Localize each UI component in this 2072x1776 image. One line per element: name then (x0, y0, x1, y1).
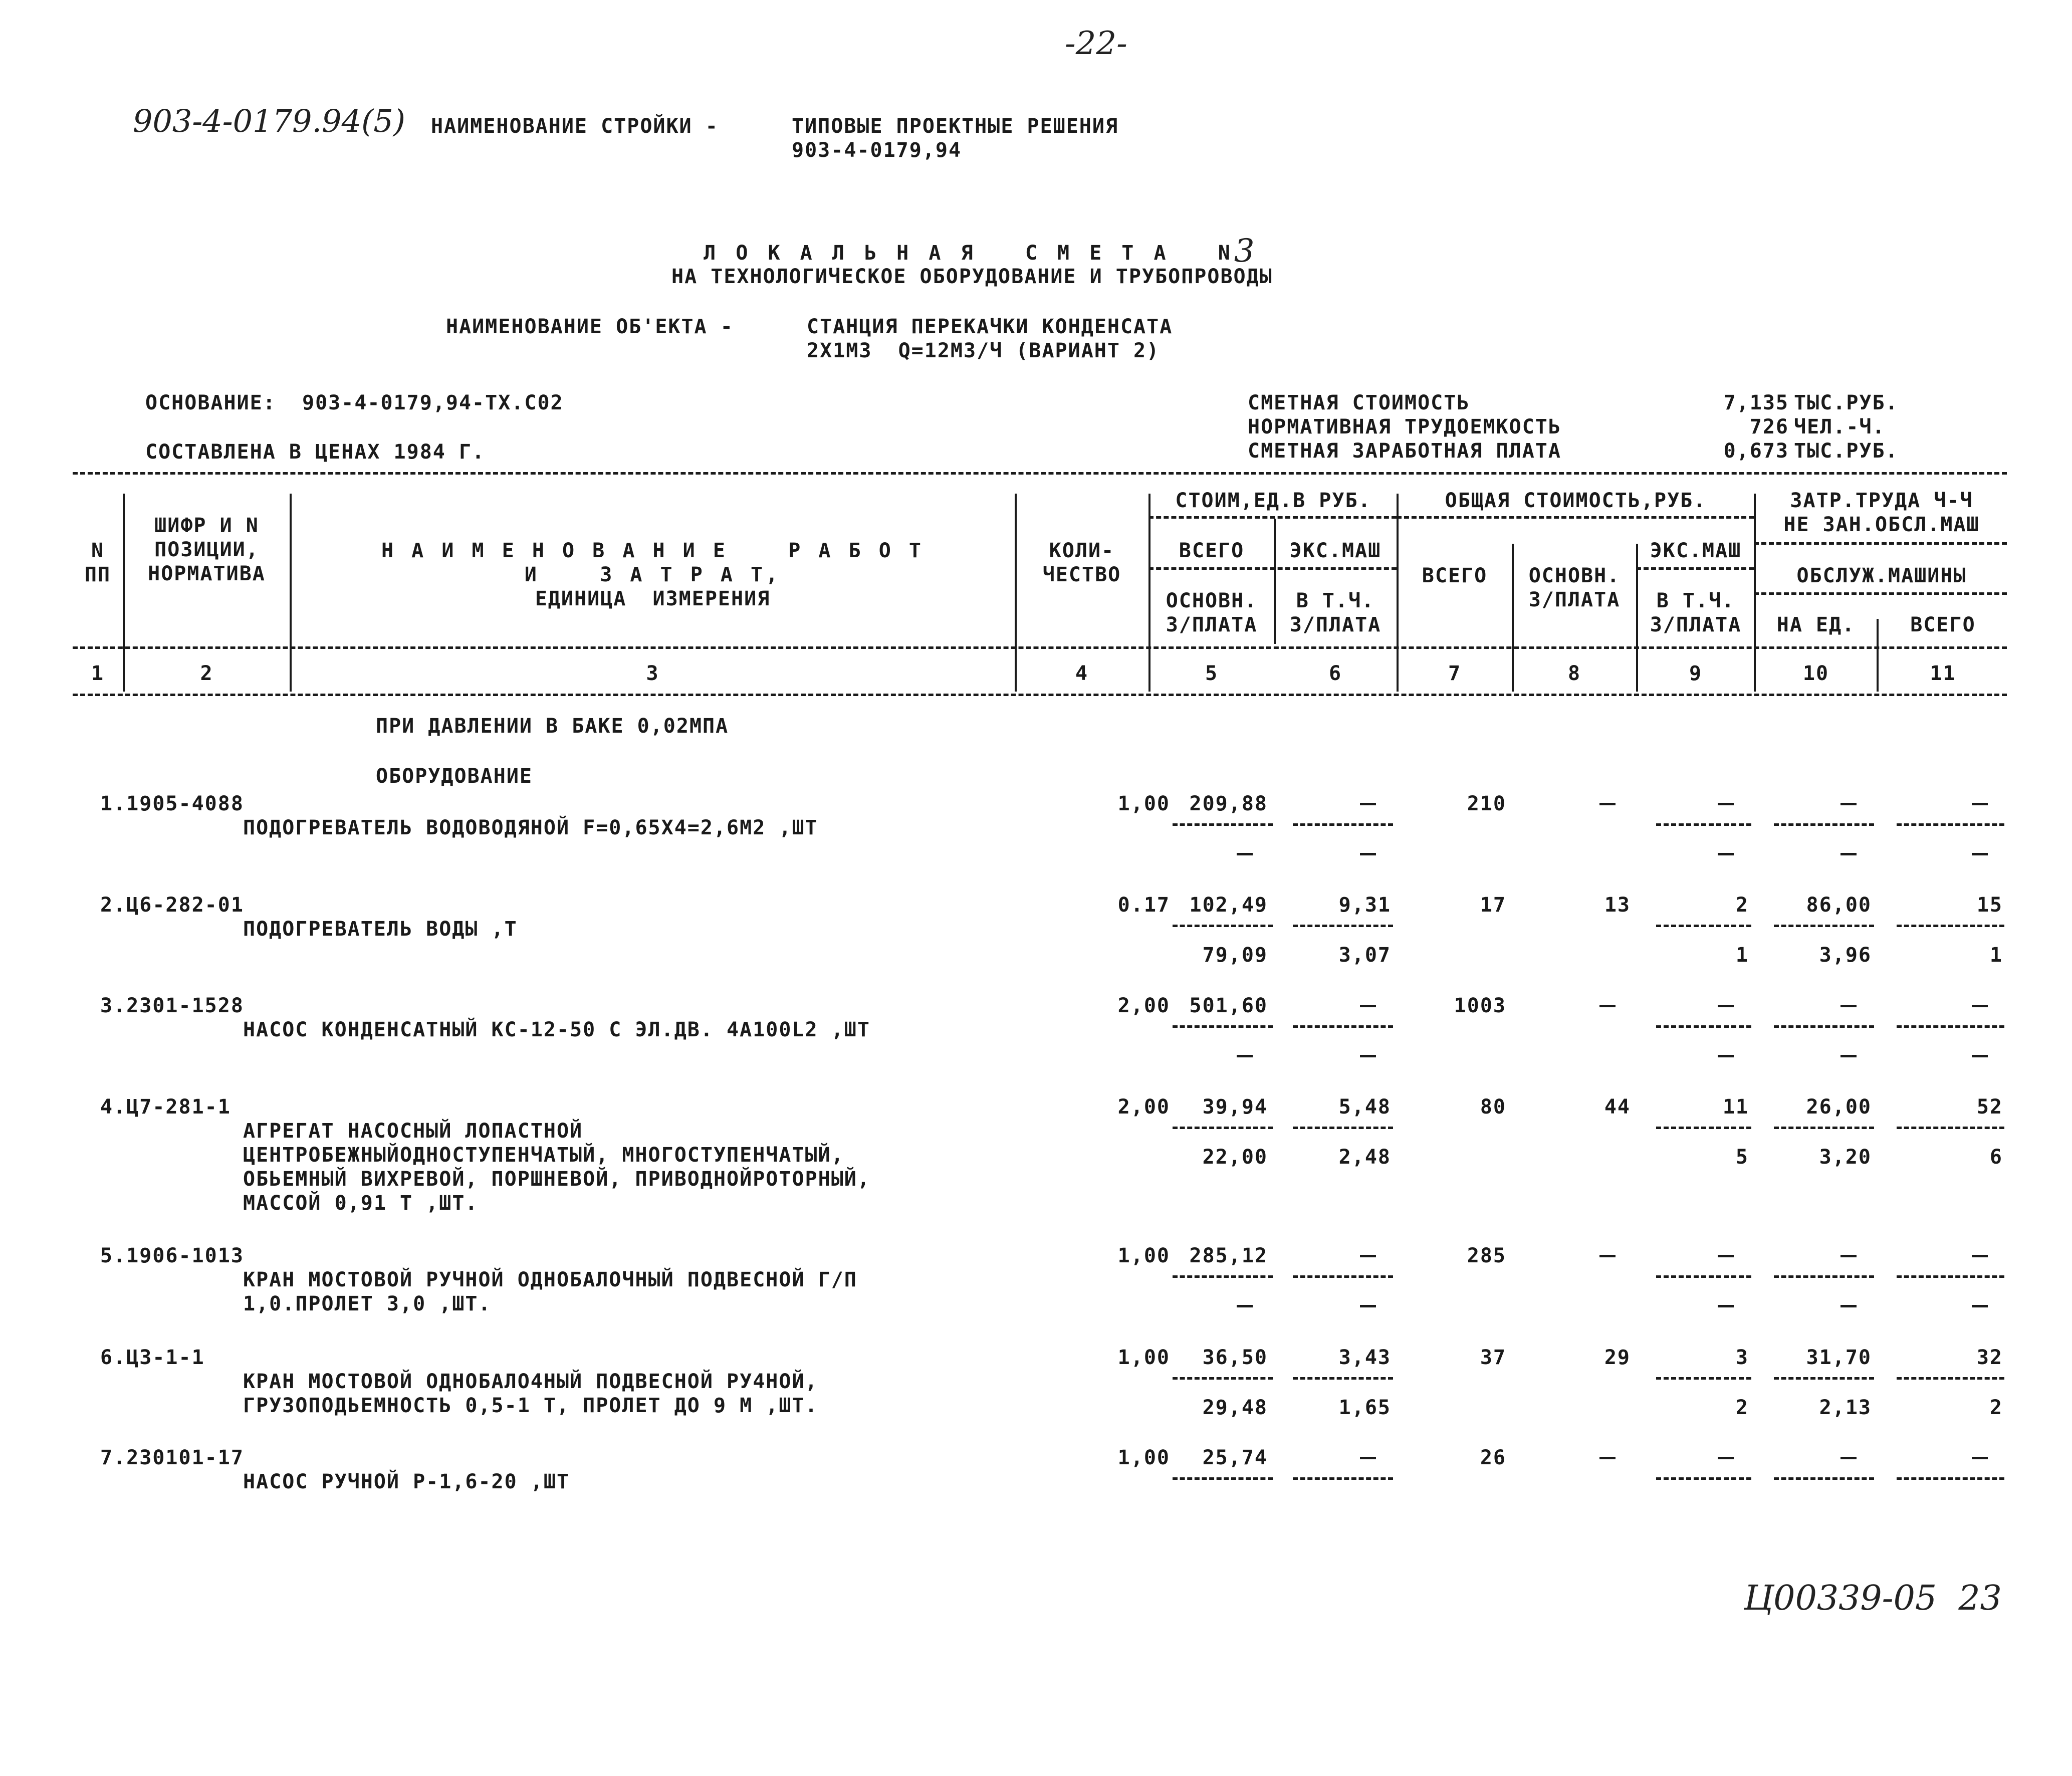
row-rule (1293, 1477, 1393, 1480)
subheader-rule (1754, 592, 2007, 595)
smeta-subject: НА ТЕХНОЛОГИЧЕСКОЕ ОБОРУДОВАНИЕ И ТРУБОПРОВОДЫ (671, 265, 1273, 288)
subheader-rule (1754, 542, 2007, 545)
row-description: ГРУЗОПОДЬЕМНОСТЬ 0,5-1 Т, ПРОЛЕТ ДО 9 М ,ШТ. (243, 1394, 818, 1417)
row-c11-empty (1972, 1255, 1988, 1257)
row-c5: 209,88 (1189, 792, 1268, 815)
row-c11: 52 (1976, 1095, 2003, 1119)
row-c10-empty (1840, 1457, 1857, 1459)
row-rule (1293, 1275, 1393, 1278)
row-c10: 26,00 (1806, 1095, 1872, 1119)
row-rule (1897, 1477, 2004, 1480)
header-c3: Н А И М Е Н О В А Н И Е Р А Б О Т (381, 539, 924, 562)
row-c6b: 3,07 (1338, 944, 1391, 967)
col-divider (123, 494, 125, 692)
row-c5: 285,12 (1189, 1244, 1268, 1267)
col-divider (1148, 494, 1150, 692)
row-c9: 2 (1735, 894, 1749, 917)
col-divider (290, 494, 292, 692)
summary-value: 7,135 (1723, 391, 1789, 414)
row-c9b-empty (1718, 853, 1734, 855)
row-code: 4.Ц7-281-1 (100, 1095, 231, 1119)
row-c6: 5,48 (1338, 1095, 1391, 1119)
header-c4: КОЛИ- (1049, 539, 1115, 562)
header-c5: З/ПЛАТА (1166, 613, 1258, 636)
row-c11: 15 (1976, 894, 2003, 917)
row-rule (1293, 1025, 1393, 1028)
row-rule (1173, 925, 1273, 927)
row-rule (1656, 1477, 1751, 1480)
col-number: 9 (1689, 662, 1703, 685)
col-divider (1877, 619, 1879, 692)
row-rule (1774, 1477, 1874, 1480)
header-g56: СТОИМ,ЕД.В РУБ. (1175, 489, 1371, 512)
row-c6-empty (1360, 1005, 1376, 1007)
header-c5: ОСНОВН. (1166, 589, 1258, 612)
col-number: 6 (1328, 662, 1342, 685)
row-c9-empty (1718, 1457, 1734, 1459)
col-number: 10 (1802, 662, 1829, 685)
row-code: 3.2301-1528 (100, 994, 244, 1017)
row-rule (1293, 1127, 1393, 1129)
stroyka-value-2: 903-4-0179,94 (792, 139, 962, 162)
row-description: КРАН МОСТОВОЙ РУЧНОЙ ОДНОБАЛОЧНЫЙ ПОДВЕСНОЙ Г/П (243, 1268, 857, 1291)
row-c8-empty (1599, 1005, 1616, 1007)
subheader-rule (1397, 516, 1754, 519)
header-c3: И З А Т Р А Т, (524, 563, 781, 586)
row-rule (1293, 823, 1393, 826)
sostavlena: СОСТАВЛЕНА В ЦЕНАХ 1984 Г. (145, 440, 486, 464)
row-quantity: 1,00 (1117, 1446, 1170, 1469)
row-c10: 86,00 (1806, 894, 1872, 917)
row-c9: 3 (1735, 1346, 1749, 1369)
header-c9: В Т.Ч. (1656, 589, 1735, 612)
row-rule (1774, 1127, 1874, 1129)
row-c10-empty (1840, 1255, 1857, 1257)
row-rule (1173, 1025, 1273, 1028)
col-number: 1 (91, 662, 105, 685)
row-c8-empty (1599, 1255, 1616, 1257)
row-c6-empty (1360, 1457, 1376, 1459)
osnovanie: ОСНОВАНИЕ: 903-4-0179,94-TX.C02 (145, 391, 564, 414)
row-rule (1173, 1377, 1273, 1380)
row-quantity: 1,00 (1117, 792, 1170, 815)
row-c8: 29 (1604, 1346, 1631, 1369)
header-top-rule (73, 472, 2007, 475)
row-rule (1897, 1377, 2004, 1380)
col-divider (1636, 544, 1638, 692)
row-c9-empty (1718, 1255, 1734, 1257)
row-description: ПОДОГРЕВАТЕЛЬ ВОДОВОДЯНОЙ F=0,65X4=2,6M2 ,ШТ (243, 816, 818, 839)
row-rule (1656, 1127, 1751, 1129)
row-description: НАСОС РУЧНОЙ Р-1,6-20 ,ШТ (243, 1470, 570, 1493)
row-rule (1774, 1377, 1874, 1380)
row-description: ПОДОГРЕВАТЕЛЬ ВОДЫ ,Т (243, 918, 518, 941)
row-rule (1656, 925, 1751, 927)
header-g1011: НЕ ЗАН.ОБСЛ.МАШ (1783, 513, 1980, 536)
row-quantity: 1,00 (1117, 1346, 1170, 1369)
row-rule (1656, 1377, 1751, 1380)
row-c6b: 1,65 (1338, 1396, 1391, 1419)
row-c7: 26 (1480, 1446, 1506, 1469)
subheader-rule (1148, 516, 1397, 519)
row-c10b-empty (1840, 853, 1857, 855)
row-c6b: 2,48 (1338, 1146, 1391, 1169)
row-rule (1897, 823, 2004, 826)
row-c9: 11 (1722, 1095, 1749, 1119)
row-c10b: 3,96 (1819, 944, 1872, 967)
summary-unit: ЧЕЛ.-Ч. (1794, 415, 1886, 438)
row-c6-empty (1360, 803, 1376, 805)
row-rule (1774, 1275, 1874, 1278)
row-rule (1774, 925, 1874, 927)
header-c1: N (91, 539, 105, 562)
section-pressure: ПРИ ДАВЛЕНИИ В БАКЕ 0,02МПА (376, 715, 729, 738)
row-c10: 31,70 (1806, 1346, 1872, 1369)
row-c5b: 79,09 (1202, 944, 1268, 967)
col-number: 5 (1205, 662, 1219, 685)
row-rule (1173, 1477, 1273, 1480)
header-c3: ЕДИНИЦА ИЗМЕРЕНИЯ (535, 587, 771, 610)
row-description: ЦЕНТРОБЕЖНЫЙОДНОСТУПЕНЧАТЫЙ, МНОГОСТУПЕНЧАТЫЙ, (243, 1144, 844, 1167)
header-c6: ЭКС.МАШ (1289, 539, 1382, 562)
row-code: 5.1906-1013 (100, 1244, 244, 1267)
header-c1: ПП (84, 563, 111, 586)
subheader-rule (1148, 567, 1397, 570)
row-c10-empty (1840, 803, 1857, 805)
row-c5: 102,49 (1189, 894, 1268, 917)
object-value-1: СТАНЦИЯ ПЕРЕКАЧКИ КОНДЕНСАТА (807, 315, 1173, 338)
row-code: 1.1905-4088 (100, 792, 244, 815)
row-c6: 9,31 (1338, 894, 1391, 917)
row-c5b: 29,48 (1202, 1396, 1268, 1419)
row-rule (1656, 1025, 1751, 1028)
row-description: АГРЕГАТ НАСОСНЫЙ ЛОПАСТНОЙ (243, 1120, 583, 1143)
row-c11-empty (1972, 1005, 1988, 1007)
col-divider (1397, 494, 1399, 692)
row-rule (1774, 823, 1874, 826)
col-divider (1512, 544, 1514, 692)
row-code: 7.230101-17 (100, 1446, 244, 1469)
row-c7: 210 (1467, 792, 1506, 815)
header-c2: ШИФР И N (154, 514, 259, 537)
row-rule (1897, 1127, 2004, 1129)
col-number: 11 (1930, 662, 1956, 685)
row-c6: 3,43 (1338, 1346, 1391, 1369)
row-description: НАСОС КОНДЕНСАТНЫЙ КС-12-50 С ЭЛ.ДВ. 4А100L2 ,ШТ (243, 1018, 870, 1041)
row-c7: 37 (1480, 1346, 1506, 1369)
row-description: ОБЬЕМНЫЙ ВИХРЕВОЙ, ПОРШНЕВОЙ, ПРИВОДНОЙРОТОРНЫЙ, (243, 1168, 870, 1191)
row-c7: 1003 (1454, 994, 1506, 1017)
row-rule (1774, 1025, 1874, 1028)
row-c11: 32 (1976, 1346, 2003, 1369)
row-c5b: 22,00 (1202, 1146, 1268, 1169)
smeta-title-text: Л О К А Л Ь Н А Я С М Е Т А N (704, 242, 1234, 265)
row-c5b-empty (1237, 853, 1253, 855)
row-c6b-empty (1360, 853, 1376, 855)
header-c7: ВСЕГО (1422, 564, 1488, 587)
row-description: МАССОЙ 0,91 Т ,ШТ. (243, 1192, 479, 1215)
section-equipment: ОБОРУДОВАНИЕ (376, 765, 533, 788)
row-code: 6.Ц3-1-1 (100, 1346, 205, 1369)
row-c8-empty (1599, 803, 1616, 805)
row-c5b-empty (1237, 1055, 1253, 1057)
smeta-number: 3 (1234, 233, 1255, 270)
row-c6b-empty (1360, 1055, 1376, 1057)
row-c10b: 2,13 (1819, 1396, 1872, 1419)
row-c9b: 2 (1735, 1396, 1749, 1419)
row-c7: 17 (1480, 894, 1506, 917)
row-c6b-empty (1360, 1305, 1376, 1307)
header-c8: ОСНОВН. (1528, 564, 1621, 587)
row-code: 2.Ц6-282-01 (100, 894, 244, 917)
summary-unit: ТЫС.РУБ. (1794, 391, 1899, 414)
row-quantity: 2,00 (1117, 1095, 1170, 1119)
row-c10b-empty (1840, 1305, 1857, 1307)
summary-label: СМЕТНАЯ СТОИМОСТЬ (1248, 391, 1470, 414)
row-c10-empty (1840, 1005, 1857, 1007)
header-c11: ВСЕГО (1910, 613, 1976, 636)
row-rule (1897, 1025, 2004, 1028)
row-c8: 44 (1604, 1095, 1631, 1119)
subheader-rule (1636, 567, 1754, 570)
doc-code-handwritten: 903-4-0179.94(5) (133, 103, 405, 139)
header-c9: З/ПЛАТА (1650, 613, 1742, 636)
col-number: 3 (646, 662, 659, 685)
summary-value: 726 (1749, 415, 1789, 438)
row-rule (1897, 1275, 2004, 1278)
row-c9b-empty (1718, 1055, 1734, 1057)
row-c9b-empty (1718, 1305, 1734, 1307)
row-c9-empty (1718, 1005, 1734, 1007)
footer-handwritten: Ц00339-05 23 (1744, 1579, 2002, 1618)
row-c9b: 5 (1735, 1146, 1749, 1169)
col-number: 2 (200, 662, 213, 685)
row-c10b-empty (1840, 1055, 1857, 1057)
header-c10: НА ЕД. (1776, 613, 1856, 636)
row-c5: 25,74 (1202, 1446, 1268, 1469)
row-rule (1293, 1377, 1393, 1380)
row-description: 1,0.ПРОЛЕТ 3,0 ,ШТ. (243, 1292, 492, 1315)
col-number: 8 (1567, 662, 1581, 685)
row-c5b-empty (1237, 1305, 1253, 1307)
header-c9: ЭКС.МАШ (1650, 539, 1742, 562)
header-g789: ОБЩАЯ СТОИМОСТЬ,РУБ. (1445, 489, 1707, 512)
header-c2: НОРМАТИВА (148, 562, 266, 585)
summary-value: 0,673 (1723, 439, 1789, 463)
page-number: -22- (1065, 25, 1127, 62)
header-g1011: ЗАТР.ТРУДА Ч-Ч (1790, 489, 1973, 512)
row-c5: 501,60 (1189, 994, 1268, 1017)
header-c5: ВСЕГО (1179, 539, 1245, 562)
col-number: 4 (1075, 662, 1089, 685)
header-c4: ЧЕСТВО (1042, 563, 1121, 586)
row-rule (1656, 823, 1751, 826)
row-c9-empty (1718, 803, 1734, 805)
row-c11b: 1 (1989, 944, 2003, 967)
col-number: 7 (1448, 662, 1462, 685)
row-c11b-empty (1972, 853, 1988, 855)
summary-unit: ТЫС.РУБ. (1794, 439, 1899, 463)
row-quantity: 1,00 (1117, 1244, 1170, 1267)
row-c8: 13 (1604, 894, 1631, 917)
row-description: КРАН МОСТОВОЙ ОДНОБАЛО4НЫЙ ПОДВЕСНОЙ РУ4НОЙ, (243, 1370, 818, 1393)
row-rule (1656, 1275, 1751, 1278)
summary-label: СМЕТНАЯ ЗАРАБОТНАЯ ПЛАТА (1248, 439, 1561, 463)
row-c11b-empty (1972, 1305, 1988, 1307)
row-c7: 285 (1467, 1244, 1506, 1267)
header-c8: З/ПЛАТА (1528, 588, 1621, 611)
object-value-2: 2X1M3 Q=12M3/Ч (ВАРИАНТ 2) (807, 339, 1160, 362)
row-c9b: 1 (1735, 944, 1749, 967)
smeta-title (671, 213, 1255, 270)
row-c5: 39,94 (1202, 1095, 1268, 1119)
row-quantity: 0.17 (1117, 894, 1170, 917)
row-c7: 80 (1480, 1095, 1506, 1119)
header-c2: ПОЗИЦИИ, (154, 538, 259, 561)
row-rule (1173, 823, 1273, 826)
row-rule (1293, 925, 1393, 927)
row-c10b: 3,20 (1819, 1146, 1872, 1169)
row-rule (1173, 1275, 1273, 1278)
header-mid-rule (73, 646, 2007, 649)
row-rule (1173, 1127, 1273, 1129)
stroyka-label: НАИМЕНОВАНИЕ СТРОЙКИ - (431, 115, 719, 138)
row-c11b: 2 (1989, 1396, 2003, 1419)
col-divider (1015, 494, 1017, 692)
header-g1011b: ОБСЛУЖ.МАШИНЫ (1796, 564, 1967, 587)
object-label: НАИМЕНОВАНИЕ ОБ'ЕКТА - (446, 315, 734, 338)
stroyka-value-1: ТИПОВЫЕ ПРОЕКТНЫЕ РЕШЕНИЯ (792, 115, 1119, 138)
row-rule (1897, 925, 2004, 927)
row-c8-empty (1599, 1457, 1616, 1459)
row-c11b: 6 (1989, 1146, 2003, 1169)
row-c11-empty (1972, 1457, 1988, 1459)
row-c6-empty (1360, 1255, 1376, 1257)
row-quantity: 2,00 (1117, 994, 1170, 1017)
header-c6: В Т.Ч. (1296, 589, 1375, 612)
header-c6: З/ПЛАТА (1289, 613, 1382, 636)
header-bottom-rule (73, 694, 2007, 696)
summary-label: НОРМАТИВНАЯ ТРУДОЕМКОСТЬ (1248, 415, 1561, 438)
row-c11-empty (1972, 803, 1988, 805)
row-c5: 36,50 (1202, 1346, 1268, 1369)
row-c11b-empty (1972, 1055, 1988, 1057)
